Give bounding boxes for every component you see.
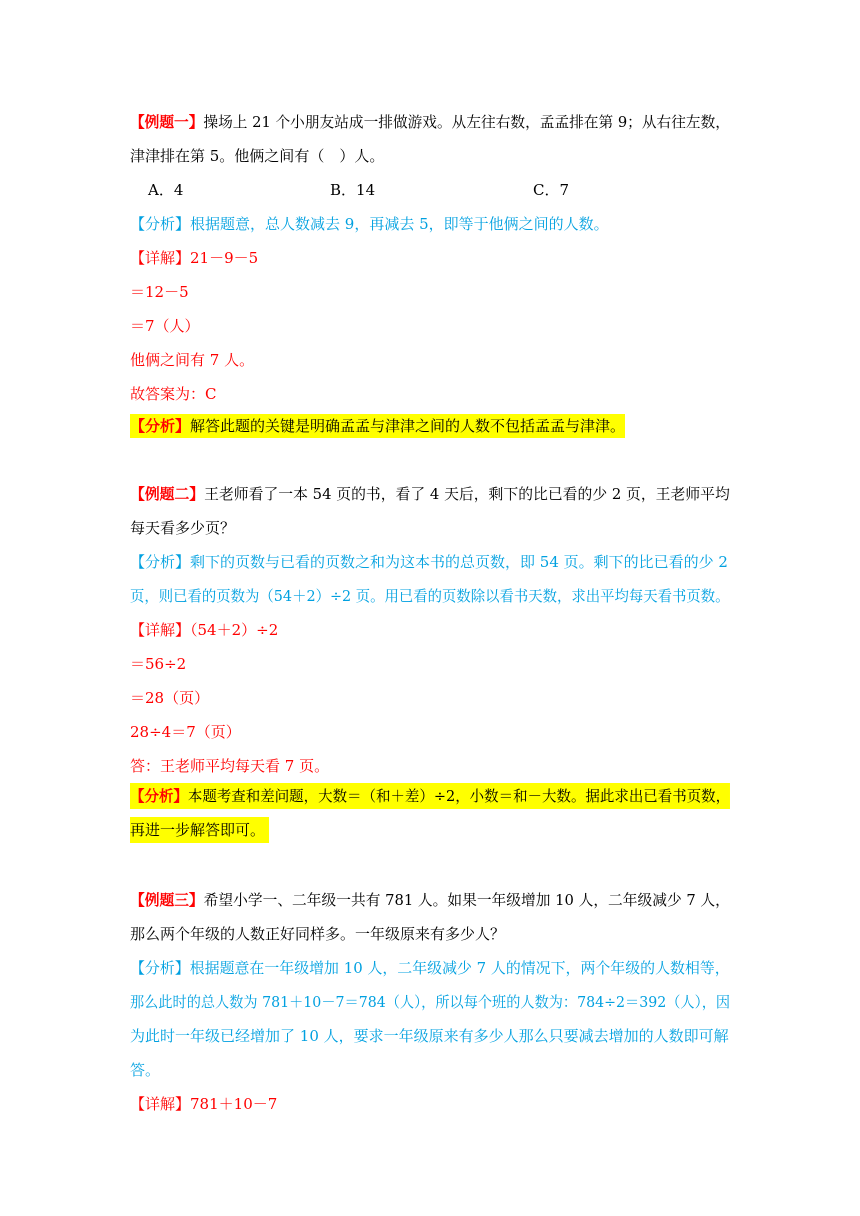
- ex2-question-text1: 王老师看了一本 54 页的书，看了 4 天后，剩下的比已看的少 2 页，王老师平均: [204, 485, 730, 503]
- ex2-analysis-tag: 【分析】: [130, 553, 191, 571]
- ex2-detail-text1: （54＋2）÷2: [190, 621, 279, 639]
- ex3-analysis-line2: 那么此时的总人数为 781＋10－7＝784（人），所以每个班的人数为：784÷2＝392（人），因: [130, 993, 731, 1011]
- ex1-tag: 【例题一】: [130, 113, 204, 131]
- ex1-option-c: C．7: [533, 181, 570, 199]
- ex1-analysis-tag: 【分析】: [130, 215, 191, 233]
- ex3-analysis-tag: 【分析】: [130, 959, 190, 977]
- ex2-tag: 【例题二】: [130, 485, 205, 503]
- ex2-analysis-line2: 页，则已看的页数为（54＋2）÷2 页。用已看的页数除以看书天数，求出平均每天看书页数。: [130, 587, 730, 605]
- ex1-question-text1: 操场上 21 个小朋友站成一排做游戏。从左往右数，孟孟排在第 9；从右往左数，: [203, 113, 730, 131]
- ex3-detail-line1: [130, 1094, 277, 1114]
- ex2-note-tag: 【分析】: [130, 787, 188, 805]
- ex2-detail-line5: 答：王老师平均每天看 7 页。: [130, 757, 330, 775]
- ex2-note-highlight1: [130, 783, 730, 809]
- ex1-option-a: A．4: [148, 181, 184, 199]
- ex2-question-line1: [130, 484, 730, 504]
- ex2-analysis-text1: 剩下的页数与已看的页数之和为这本书的总页数，即 54 页。剩下的比已看的少 2: [190, 553, 728, 571]
- ex2-question-line2: 每天看多少页？: [130, 519, 236, 537]
- ex1-detail-line2: ＝12－5: [130, 283, 189, 301]
- ex2-detail-line3: ＝28（页）: [130, 689, 210, 707]
- ex1-note-highlight: [130, 414, 625, 438]
- ex2-analysis-line1: [130, 552, 728, 572]
- ex2-note-text1: 本题考查和差问题，大数＝（和＋差）÷2，小数＝和－大数。据此求出已看书页数，: [187, 787, 731, 805]
- ex1-detail-text1: 21－9－5: [190, 249, 259, 267]
- ex1-detail-tag: 【详解】: [130, 249, 191, 267]
- ex1-note-text: 解答此题的关键是明确孟孟与津津之间的人数不包括孟孟与津津。: [190, 417, 626, 435]
- ex2-note-line1: [130, 786, 730, 806]
- ex1-detail-line3: ＝7（人）: [130, 317, 200, 335]
- ex2-note-highlight2: 再进一步解答即可。: [130, 817, 269, 843]
- ex1-note-tag: 【分析】: [130, 417, 191, 435]
- ex3-detail-tag: 【详解】: [130, 1095, 191, 1113]
- ex2-detail-tag: 【详解】: [130, 621, 191, 639]
- ex3-question-text1: 希望小学一、二年级一共有 781 人。如果一年级增加 10 人，二年级减少 7 人，: [203, 891, 730, 909]
- ex1-question-line1: [130, 112, 730, 132]
- ex1-analysis-text: 根据题意，总人数减去 9，再减去 5，即等于他俩之间的人数。: [190, 215, 609, 233]
- ex3-analysis-text1: 根据题意在一年级增加 10 人，二年级减少 7 人的情况下，两个年级的人数相等，: [189, 959, 730, 977]
- ex2-note-line2: [130, 820, 269, 840]
- ex2-detail-line4: 28÷4＝7（页）: [130, 723, 241, 741]
- ex1-option-b: B．14: [330, 181, 376, 199]
- ex3-analysis-line3: 为此时一年级已经增加了 10 人，要求一年级原来有多少人那么只要减去增加的人数即可解: [130, 1027, 729, 1045]
- ex3-question-line1: [130, 890, 730, 910]
- ex3-detail-text1: 781＋10－7: [190, 1095, 278, 1113]
- ex1-detail-line4: 他俩之间有 7 人。: [130, 351, 255, 369]
- ex1-detail-line5: 故答案为：C: [130, 385, 217, 403]
- ex3-tag: 【例题三】: [130, 891, 204, 909]
- ex1-detail-line1: [130, 248, 258, 268]
- ex3-question-line2: 那么两个年级的人数正好同样多。一年级原来有多少人？: [130, 925, 506, 943]
- ex2-detail-line2: ＝56÷2: [130, 655, 187, 673]
- ex1-analysis: [130, 214, 609, 234]
- ex3-analysis-line1: [130, 958, 730, 978]
- ex3-analysis-line4: 答。: [130, 1061, 161, 1079]
- ex1-note: [130, 416, 625, 436]
- ex2-detail-line1: [130, 620, 278, 640]
- ex1-question-line2: 津津排在第 5。他俩之间有（ ）人。: [130, 147, 385, 165]
